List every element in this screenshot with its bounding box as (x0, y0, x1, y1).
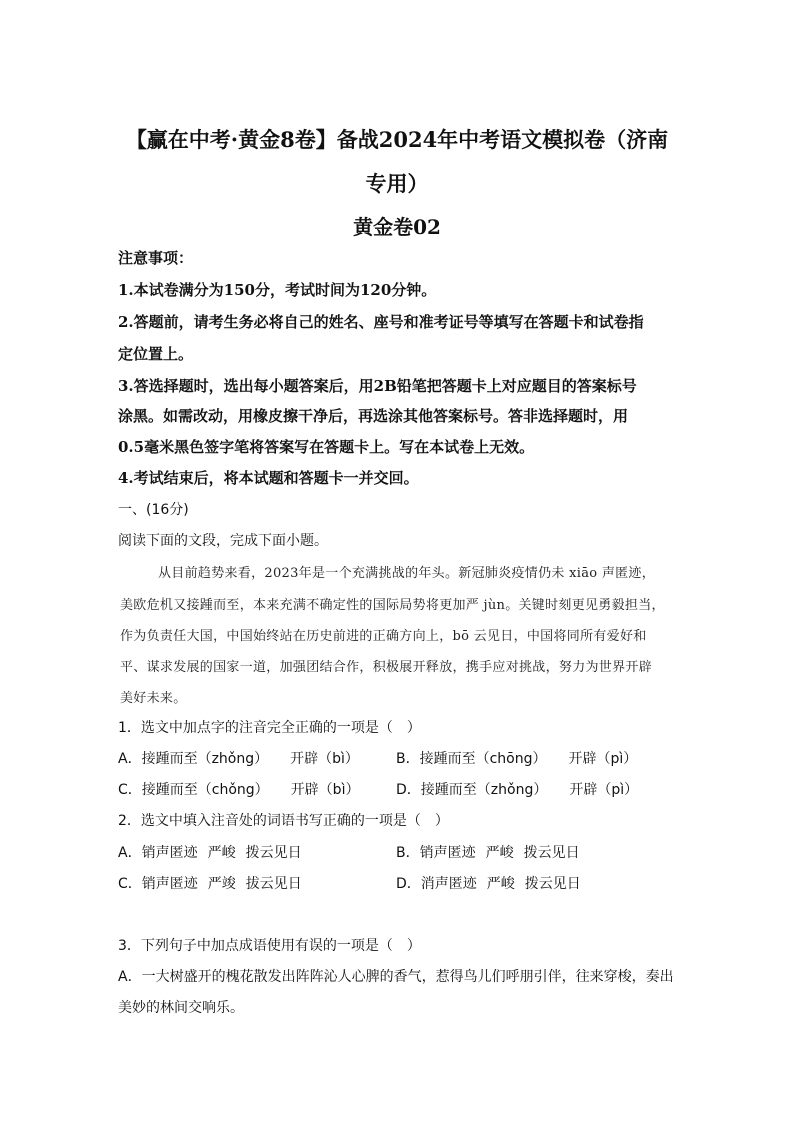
section-heading: 一、(16分) (118, 502, 189, 518)
option-word: 严峻 (207, 845, 236, 861)
option-label: C． (118, 782, 142, 798)
notice-item-1: 1.本试卷满分为150分，考试时间为120分钟。 (118, 281, 437, 299)
notice-item-2: 2.答题前，请考生务必将自己的姓名、座号和准考证号等填写在答题卡和试卷指 (118, 313, 644, 331)
option-word: 销声匿迹 (141, 876, 198, 892)
question-1-option-b[interactable] (396, 748, 637, 768)
option-label: B． (396, 751, 420, 767)
option-text: 美妙的林间交响乐。 (118, 1000, 244, 1016)
exam-subtitle: 黄金卷02 (353, 215, 441, 239)
exam-title-line1: 【赢在中考·黄金8卷】备战2024年中考语文模拟卷（济南 (125, 127, 669, 152)
question-3-option-a-cont[interactable] (118, 997, 244, 1017)
option-label: D． (396, 876, 421, 892)
option-word: 消声匿迹 (420, 876, 477, 892)
option-label: A． (118, 751, 142, 767)
option-label: D． (396, 782, 421, 798)
option-word: 开辟（pì） (568, 751, 638, 767)
option-word: 销声匿迹 (419, 845, 476, 861)
passage-line-1: 从目前趋势来看，2023年是一个充满挑战的年头。新冠肺炎疫情仍未 xiāo 声匿迹， (158, 566, 656, 581)
passage-line-3: 作为负责任大国，中国始终站在历史前进的正确方向上，bō 云见日，中国将同所有爱好和 (120, 629, 647, 644)
question-2-option-b[interactable] (396, 842, 580, 862)
section-instruction: 阅读下面的文段，完成下面小题。 (118, 533, 328, 549)
question-1-option-d[interactable] (396, 779, 638, 799)
question-2-option-a[interactable] (118, 842, 302, 862)
option-word: 严竣 (207, 876, 236, 892)
option-label: B． (396, 845, 420, 861)
notice-item-2-cont: 定位置上。 (118, 345, 194, 363)
option-word: 接踵而至（zhǒng） (141, 751, 269, 767)
option-text: A．一大树盛开的槐花散发出阵阵沁人心脾的香气，惹得鸟儿们呼朋引伴，往来穿梭，奏出 (118, 969, 674, 985)
question-2-option-c[interactable] (118, 873, 302, 893)
option-word: 拨云见日 (245, 845, 302, 861)
option-label: A． (118, 845, 142, 861)
option-word: 开辟（bì） (290, 782, 360, 798)
option-word: 拔云见日 (245, 876, 302, 892)
notice-heading: 注意事项： (118, 249, 194, 267)
option-word: 拨云见日 (523, 845, 580, 861)
option-label: C． (118, 876, 142, 892)
option-word: 开辟（pì） (569, 782, 639, 798)
passage-line-2: 美欧危机又接踵而至，本来充满不确定性的国际局势将更加严 jùn。关键时刻更见勇毅担当， (120, 598, 665, 613)
notice-item-3: 3.答选择题时，选出每小题答案后，用2B铅笔把答题卡上对应题目的答案标号 (118, 377, 637, 395)
notice-item-3-cont2: 0.5毫米黑色签字笔将答案写在答题卡上。写在本试卷上无效。 (118, 438, 535, 456)
option-word: 接踵而至（zhǒng） (420, 782, 548, 798)
question-1-stem: 1．选文中加点字的注音完全正确的一项是（ ） (118, 720, 421, 736)
notice-item-4: 4.考试结束后，将本试题和答题卡一并交回。 (118, 469, 419, 487)
question-3-stem: 3．下列句子中加点成语使用有误的一项是（ ） (118, 938, 421, 954)
option-word: 接踵而至（chǒng） (141, 782, 269, 798)
passage-line-5: 美好未来。 (120, 691, 187, 706)
question-1-option-c[interactable] (118, 779, 359, 799)
option-word: 拨云见日 (524, 876, 581, 892)
passage-line-4: 平、谋求发展的国家一道，加强团结合作，积极展开释放，携手应对挑战，努力为世界开辟 (120, 660, 653, 675)
exam-title-line2: 专用） (365, 171, 429, 196)
option-word: 严峻 (485, 845, 514, 861)
option-word: 销声匿迹 (141, 845, 198, 861)
option-word: 开辟（bì） (290, 751, 359, 767)
question-1-option-a[interactable] (118, 748, 359, 768)
question-3-option-a[interactable] (118, 966, 674, 986)
question-2-option-d[interactable] (396, 873, 581, 893)
option-word: 接踵而至（chōng） (419, 751, 547, 767)
option-word: 严峻 (486, 876, 515, 892)
question-2-stem: 2．选文中填入注音处的词语书写正确的一项是（ ） (118, 813, 449, 829)
notice-item-3-cont: 涂黑。如需改动，用橡皮擦干净后，再选涂其他答案标号。答非选择题时，用 (118, 407, 629, 425)
